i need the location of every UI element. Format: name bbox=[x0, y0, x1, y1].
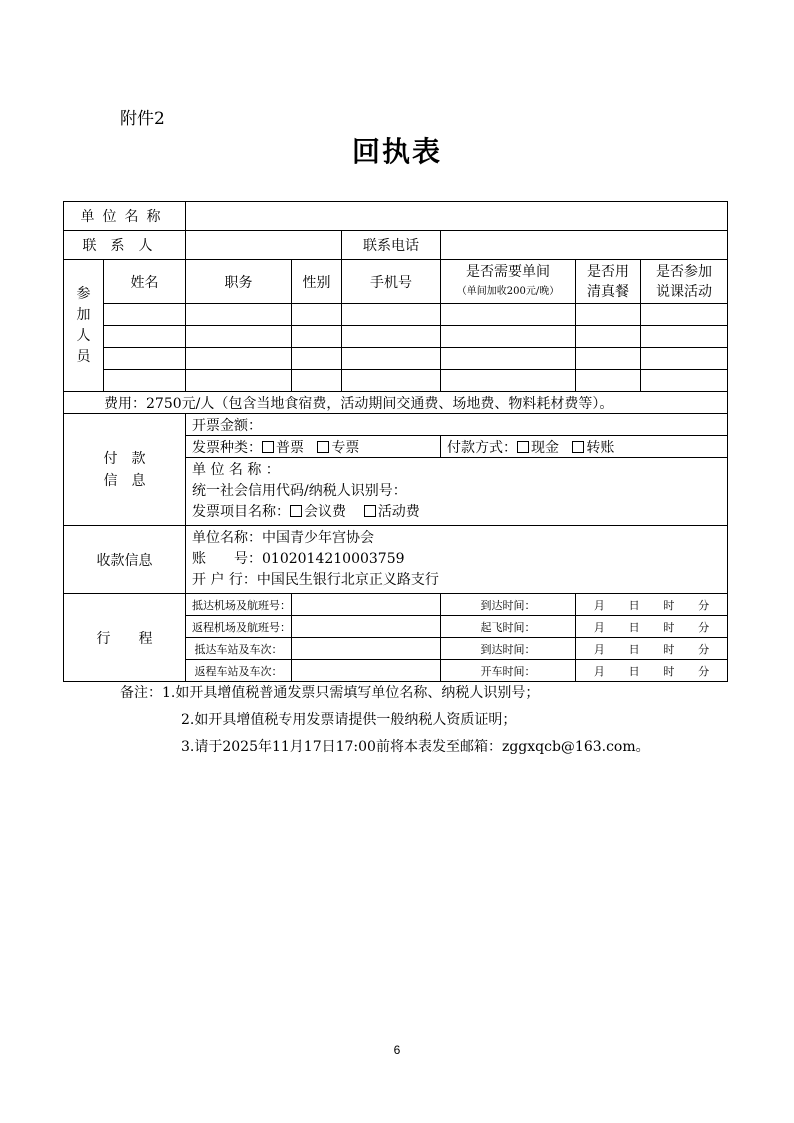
checkbox-icon[interactable] bbox=[364, 505, 376, 517]
notes-line-2: 2.如开具增值税专用发票请提供一般纳税人资质证明； bbox=[181, 712, 517, 728]
receipt-info-label: 收款信息 bbox=[64, 526, 186, 594]
itinerary-time-field[interactable]: 月 日 时 分 bbox=[576, 616, 728, 638]
itinerary-time-label: 起飞时间： bbox=[441, 616, 576, 638]
receipt-details: 单位名称：中国青少年宫协会 账 号：0102014210003759 开 户 行：中国民生银行北京正义路支行 bbox=[186, 526, 728, 594]
itinerary-time-label: 到达时间： bbox=[441, 594, 576, 616]
itinerary-time-field[interactable]: 月 日 时 分 bbox=[576, 660, 728, 682]
invoice-amount-field[interactable]: 开票金额： bbox=[186, 414, 728, 436]
itinerary-value[interactable] bbox=[292, 616, 441, 638]
attendees-side-label: 参 加 人 员 bbox=[64, 260, 104, 392]
unit-name-label: 单位名称 bbox=[64, 202, 186, 231]
col-activity: 是否参加 说课活动 bbox=[641, 260, 728, 304]
itinerary-item: 返程机场及航班号： bbox=[186, 616, 292, 638]
receipt-form-table bbox=[63, 201, 728, 682]
payment-details[interactable]: 单 位 名 称 ： 统一社会信用代码/纳税人识别号： 发票项目名称： 会议费 活动费 bbox=[186, 458, 728, 526]
page-title: 回执表 bbox=[351, 135, 442, 168]
pay-method-field[interactable]: 付款方式： 现金 转账 bbox=[441, 436, 728, 458]
itinerary-value[interactable] bbox=[292, 594, 441, 616]
attendee-row[interactable] bbox=[64, 304, 728, 326]
notes-line-1: 备注：1.如开具增值税普通发票只需填写单位名称、纳税人识别号； bbox=[120, 685, 540, 701]
contact-label: 联系人 bbox=[64, 231, 186, 260]
itinerary-item: 抵达机场及航班号： bbox=[186, 594, 292, 616]
itinerary-time-field[interactable]: 月 日 时 分 bbox=[576, 594, 728, 616]
itinerary-value[interactable] bbox=[292, 660, 441, 682]
itinerary-time-label: 开车时间： bbox=[441, 660, 576, 682]
notes-line-3: 3.请于2025年11月17日17:00前将本表发至邮箱：zggxqcb@163.com。 bbox=[181, 739, 650, 755]
phone-label: 联系电话 bbox=[342, 231, 441, 260]
col-position: 职务 bbox=[186, 260, 292, 304]
itinerary-time-field[interactable]: 月 日 时 分 bbox=[576, 638, 728, 660]
attendee-row[interactable] bbox=[64, 370, 728, 392]
attendee-row[interactable] bbox=[64, 326, 728, 348]
page-number: 6 bbox=[393, 1043, 401, 1057]
attachment-label: 附件2 bbox=[120, 109, 165, 129]
fee-note: 费用：2750元/人（包含当地食宿费，活动期间交通费、场地费、物料耗材费等）。 bbox=[64, 392, 728, 414]
phone-field[interactable] bbox=[441, 231, 728, 260]
unit-name-field[interactable] bbox=[186, 202, 728, 231]
itinerary-label: 行 程 bbox=[64, 594, 186, 682]
col-mobile: 手机号 bbox=[342, 260, 441, 304]
col-single-room: 是否需要单间 （单间加收200元/晚） bbox=[441, 260, 576, 304]
itinerary-time-label: 到达时间： bbox=[441, 638, 576, 660]
checkbox-icon[interactable] bbox=[290, 505, 302, 517]
checkbox-icon[interactable] bbox=[572, 441, 584, 453]
contact-field[interactable] bbox=[186, 231, 342, 260]
itinerary-item: 抵达车站及车次： bbox=[186, 638, 292, 660]
checkbox-icon[interactable] bbox=[317, 441, 329, 453]
col-halal: 是否用 清真餐 bbox=[576, 260, 641, 304]
itinerary-value[interactable] bbox=[292, 638, 441, 660]
itinerary-item: 返程车站及车次： bbox=[186, 660, 292, 682]
col-gender: 性别 bbox=[292, 260, 342, 304]
col-name: 姓名 bbox=[104, 260, 186, 304]
checkbox-icon[interactable] bbox=[517, 441, 529, 453]
invoice-type-field[interactable]: 发票种类： 普票 专票 bbox=[186, 436, 441, 458]
attendee-row[interactable] bbox=[64, 348, 728, 370]
checkbox-icon[interactable] bbox=[262, 441, 274, 453]
payment-info-label: 付 款 信 息 bbox=[64, 414, 186, 526]
